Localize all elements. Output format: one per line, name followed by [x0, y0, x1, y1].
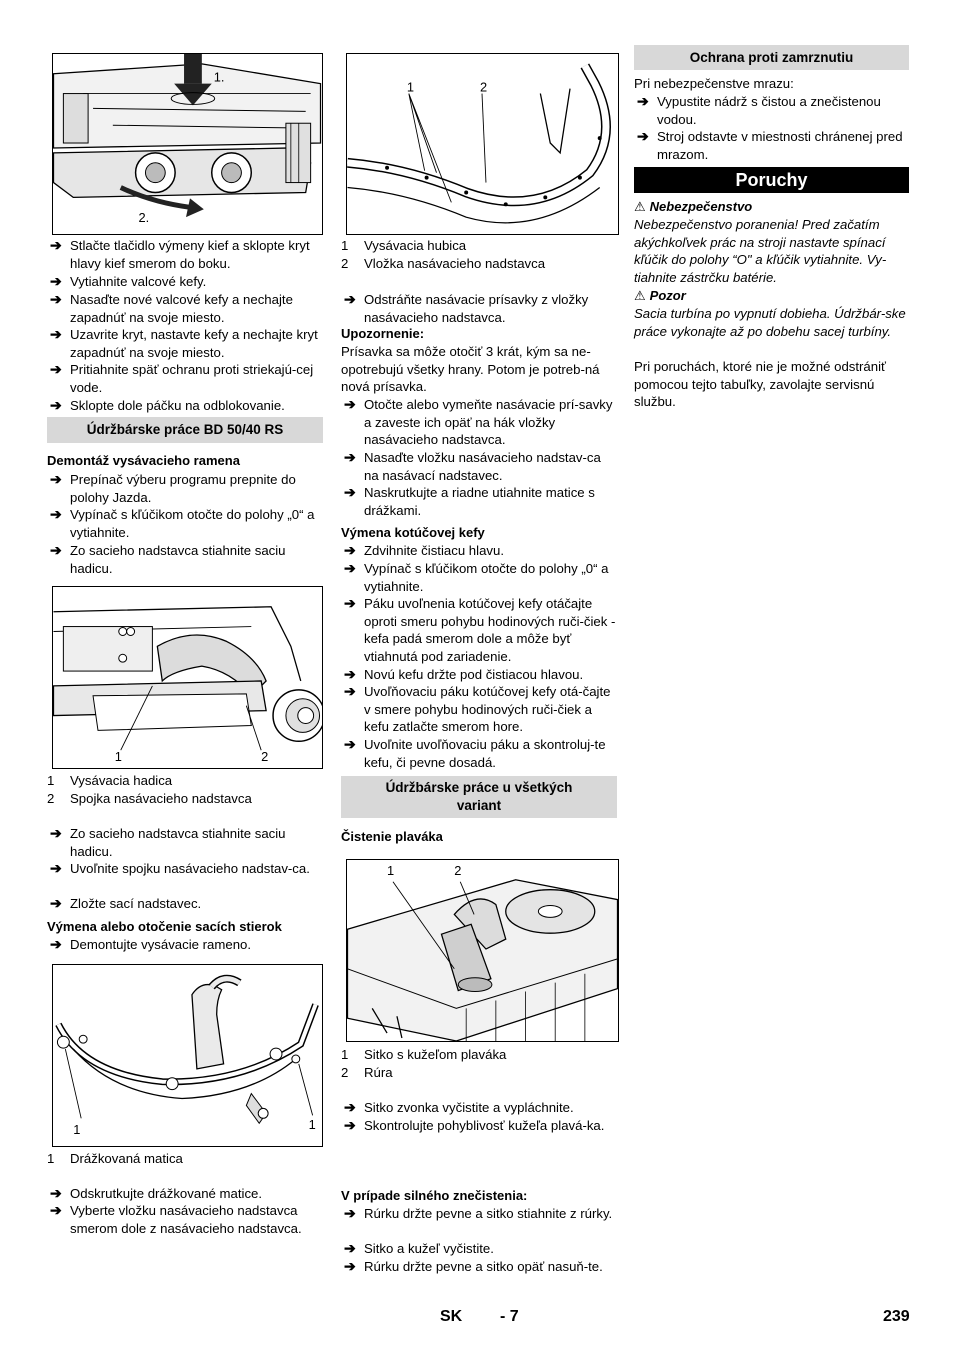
fig2-label-2: 2	[261, 749, 269, 765]
legend-number: 2	[341, 1065, 349, 1080]
step-text: Naskrutkujte a riadne utiahnite matice s drážkami.	[364, 485, 595, 518]
legend-text: Spojka nasávacieho nadstavca	[70, 791, 252, 806]
step	[341, 1240, 617, 1258]
legend-item	[47, 1150, 323, 1168]
arrow-right-icon: ➔	[344, 396, 356, 412]
arrow-right-icon: ➔	[344, 1099, 356, 1115]
step	[341, 449, 617, 484]
step	[341, 683, 617, 736]
arrow-right-icon: ➔	[50, 542, 62, 558]
arrow-right-icon: ➔	[344, 1205, 356, 1221]
legend-number: 2	[341, 256, 349, 271]
legend-text: Vložka nasávacieho nadstavca	[364, 256, 546, 271]
footer-page-number: 239	[883, 1308, 910, 1325]
step-text: Vypustite nádrž s čistou a znečistenou vodou.	[657, 94, 881, 127]
step	[341, 1205, 617, 1223]
danger-title-text: Nebezpečenstvo	[649, 199, 753, 214]
legend-number: 1	[47, 1151, 55, 1166]
step	[634, 93, 910, 128]
step-text: Sitko a kužeľ vyčistite.	[364, 1241, 494, 1256]
step-text: Uvoľňovaciu páku kotúčovej kefy otá-čajte v smere pohybu hodinových ruči-čiek a kefu zatlačte smerom hore.	[364, 684, 611, 735]
step	[341, 736, 617, 771]
step	[47, 860, 323, 878]
legend-number: 1	[47, 773, 55, 788]
arrow-right-icon: ➔	[50, 1185, 62, 1201]
step	[341, 484, 617, 519]
subheading: Výmena kotúčovej kefy	[341, 525, 485, 540]
arrow-right-icon: ➔	[344, 542, 356, 558]
arrow-right-icon: ➔	[344, 291, 356, 307]
step	[341, 1117, 617, 1135]
step	[341, 595, 617, 665]
figure-squeegee-nuts	[52, 964, 323, 1147]
step	[341, 1099, 617, 1117]
step-text: Vyberte vložku nasávacieho nadstavca smerom dole z nasávacieho nadstavca.	[70, 1203, 302, 1236]
section-band	[341, 776, 617, 818]
fig3-label-1b: 1	[308, 1117, 316, 1133]
legend-text: Vysávacia hubica	[364, 238, 467, 253]
section-band-line: Údržbárske práce u všetkých	[385, 780, 573, 795]
figure-float	[346, 859, 619, 1042]
step-text: Demontujte vysávacie rameno.	[70, 937, 252, 952]
legend-number: 1	[341, 238, 349, 253]
step-text: Skontrolujte pohyblivosť kužeľa plavá-ka.	[364, 1118, 605, 1133]
step-text: Prepínač výberu programu prepnite do polohy Jazda.	[70, 472, 296, 505]
step-text: Otočte alebo vymeňte nasávacie prí-savky a zaveste ich opäť na hák vložky nasávacieho nadstavca.	[364, 397, 613, 448]
arrow-right-icon: ➔	[50, 506, 62, 522]
legend-item	[47, 772, 323, 790]
legend-item	[341, 237, 617, 255]
figure-suction-hose	[52, 586, 323, 769]
step	[47, 1185, 323, 1203]
arrow-right-icon: ➔	[50, 825, 62, 841]
arrow-right-icon: ➔	[50, 1202, 62, 1218]
step-text: Nasaďte vložku nasávacieho nadstav-ca na nasávací nadstavec.	[364, 450, 601, 483]
step	[341, 666, 617, 684]
step	[47, 1202, 323, 1237]
step-text: Stlačte tlačidlo výmeny kief a sklopte kryt hlavy kief smerom do boku.	[70, 238, 310, 271]
step-text: Odskrutkujte drážkované matice.	[70, 1186, 263, 1201]
step	[47, 237, 323, 272]
step	[47, 506, 323, 541]
step	[341, 396, 617, 449]
legend-text: Rúra	[364, 1065, 393, 1080]
arrow-right-icon: ➔	[50, 361, 62, 377]
step-text: Zo sacieho nadstavca stiahnite saciu hadicu.	[70, 826, 286, 859]
caution-title	[634, 287, 686, 305]
section-heading: Poruchy	[634, 167, 909, 193]
step-text: Novú kefu držte pod čistiacou hlavou.	[364, 667, 584, 682]
arrow-right-icon: ➔	[344, 1240, 356, 1256]
warning-triangle-icon: ⚠	[634, 288, 646, 303]
subheading: Demontáž vysávacieho ramena	[47, 453, 240, 468]
step-text: Stroj odstavte v miestnosti chránenej pred mrazom.	[657, 129, 903, 162]
arrow-right-icon: ➔	[344, 683, 356, 699]
step-text: Rúrku držte pevne a sitko stiahnite z rúrky.	[364, 1206, 613, 1221]
section-band: Ochrana proti zamrznutiu	[634, 45, 909, 70]
caution-title-text: Pozor	[649, 288, 686, 303]
arrow-right-icon: ➔	[344, 1117, 356, 1133]
fig2-label-1: 1	[114, 749, 122, 765]
arrow-right-icon: ➔	[637, 93, 649, 109]
step	[47, 291, 323, 326]
arrow-right-icon: ➔	[344, 736, 356, 752]
footer-language: SK	[440, 1308, 463, 1325]
step	[341, 560, 617, 595]
legend-item	[341, 1046, 617, 1064]
fig5-label-1: 1	[387, 862, 395, 878]
legend-number: 1	[341, 1047, 349, 1062]
legend-text: Drážkovaná matica	[70, 1151, 183, 1166]
figure-suction-nozzle	[346, 53, 619, 235]
arrow-right-icon: ➔	[50, 860, 62, 876]
figure-brush-change	[52, 53, 323, 235]
section-band: Údržbárske práce BD 50/40 RS	[47, 417, 323, 443]
legend-item	[47, 790, 323, 808]
fig4-label-2: 2	[480, 79, 488, 95]
step-text: Sklopte dole páčku na odblokovanie.	[70, 398, 285, 413]
arrow-right-icon: ➔	[344, 484, 356, 500]
suction-hose-drawing	[53, 587, 322, 768]
arrow-right-icon: ➔	[637, 128, 649, 144]
step	[47, 397, 323, 415]
arrow-right-icon: ➔	[50, 471, 62, 487]
step	[47, 326, 323, 361]
subheading: V prípade silného znečistenia:	[341, 1188, 528, 1203]
arrow-right-icon: ➔	[50, 273, 62, 289]
step	[47, 273, 323, 291]
step-text: Zdvihnite čistiacu hlavu.	[364, 543, 505, 558]
step-text: Vypínač s kľúčikom otočte do polohy „0“ a vytiahnite.	[70, 507, 315, 540]
subheading: Výmena alebo otočenie sacích stierok	[47, 919, 282, 934]
arrow-right-icon: ➔	[50, 291, 62, 307]
step	[47, 361, 323, 396]
section-band-line: variant	[456, 798, 502, 813]
fig4-label-1: 1	[406, 79, 414, 95]
legend-item	[341, 255, 617, 273]
suction-nozzle-drawing	[347, 54, 618, 234]
brush-change-drawing	[53, 54, 322, 234]
step-text: Vypínač s kľúčikom otočte do polohy „0“ a vytiahnite.	[364, 561, 609, 594]
closing-text: Pri poruchách, ktoré nie je možné odstrániť pomocou tejto tabuľky, zavolajte servisnú službu.	[634, 359, 886, 410]
danger-title	[634, 198, 752, 216]
legend-text: Sitko s kužeľom plaváka	[364, 1047, 507, 1062]
caution-text: Sacia turbína po vypnutí dobieha. Údržbár-ske práce vykonajte až po dobehu sacej turbíny.	[634, 306, 906, 339]
step-text: Nasaďte nové valcové kefy a nechajte zapadnúť na svoje miesto.	[70, 292, 293, 325]
legend-number: 2	[47, 791, 55, 806]
warning-triangle-icon: ⚠	[634, 199, 646, 214]
arrow-right-icon: ➔	[344, 666, 356, 682]
step-text: Pritiahnite späť ochranu proti striekajú-cej vode.	[70, 362, 314, 395]
arrow-right-icon: ➔	[344, 595, 356, 611]
danger-text: Nebezpečenstvo poranenia! Pred začatím akýchkoľvek prác na stroji nastavte spínací kľúčik do polohy “O" a kľúčik vytiahnite. Vy-tiahnite zástrčku batérie.	[634, 217, 887, 285]
step	[47, 936, 323, 954]
arrow-right-icon: ➔	[50, 326, 62, 342]
float-drawing	[347, 860, 618, 1041]
footer-section-page: - 7	[500, 1308, 519, 1325]
step	[341, 1258, 617, 1276]
step	[47, 542, 323, 577]
arrow-right-icon: ➔	[50, 895, 62, 911]
fig3-label-1a: 1	[73, 1122, 81, 1138]
intro-text: Pri nebezpečenstve mrazu:	[634, 76, 794, 91]
subheading: Čistenie plaváka	[341, 829, 443, 844]
step	[47, 825, 323, 860]
step-text: Vytiahnite valcové kefy.	[70, 274, 207, 289]
step	[634, 128, 910, 163]
fig5-label-2: 2	[454, 862, 462, 878]
arrow-right-icon: ➔	[50, 936, 62, 952]
step-text: Zo sacieho nadstavca stiahnite saciu hadicu.	[70, 543, 286, 576]
step-text: Uzavrite kryt, nastavte kefy a nechajte kryt zapadnúť na svoje miesto.	[70, 327, 318, 360]
note-title: Upozornenie:	[341, 326, 425, 341]
step-text: Sitko zvonka vyčistite a vypláchnite.	[364, 1100, 574, 1115]
arrow-right-icon: ➔	[344, 449, 356, 465]
note-text: Prísavka sa môže otočiť 3 krát, kým sa ne-opotrebujú všetky hrany. Potom je potreb-ná nová prísavka.	[341, 344, 600, 395]
arrow-right-icon: ➔	[344, 560, 356, 576]
arrow-right-icon: ➔	[50, 237, 62, 253]
fig1-label-1: 1.	[213, 69, 225, 85]
step	[47, 471, 323, 506]
arrow-right-icon: ➔	[344, 1258, 356, 1274]
step-text: Rúrku držte pevne a sitko opäť nasuň-te.	[364, 1259, 603, 1274]
step-text: Zložte sací nadstavec.	[70, 896, 202, 911]
step-text: Odstráňte nasávacie prísavky z vložky nasávacieho nadstavca.	[364, 292, 589, 325]
step	[341, 291, 617, 326]
legend-item	[341, 1064, 617, 1082]
fig1-label-2: 2.	[138, 210, 150, 226]
step-text: Páku uvoľnenia kotúčovej kefy otáčajte oproti smeru pohybu hodinových ruči-čiek - kefa padá smerom dole a môže byť vtiahnutá pod zariadenie.	[364, 596, 616, 664]
step	[47, 895, 323, 913]
arrow-right-icon: ➔	[50, 397, 62, 413]
legend-text: Vysávacia hadica	[70, 773, 173, 788]
squeegee-drawing	[53, 965, 322, 1146]
step-text: Uvoľnite uvoľňovaciu páku a skontroluj-te kefu, či pevne dosadá.	[364, 737, 606, 770]
step	[341, 542, 617, 560]
step-text: Uvoľnite spojku nasávacieho nadstav-ca.	[70, 861, 310, 876]
